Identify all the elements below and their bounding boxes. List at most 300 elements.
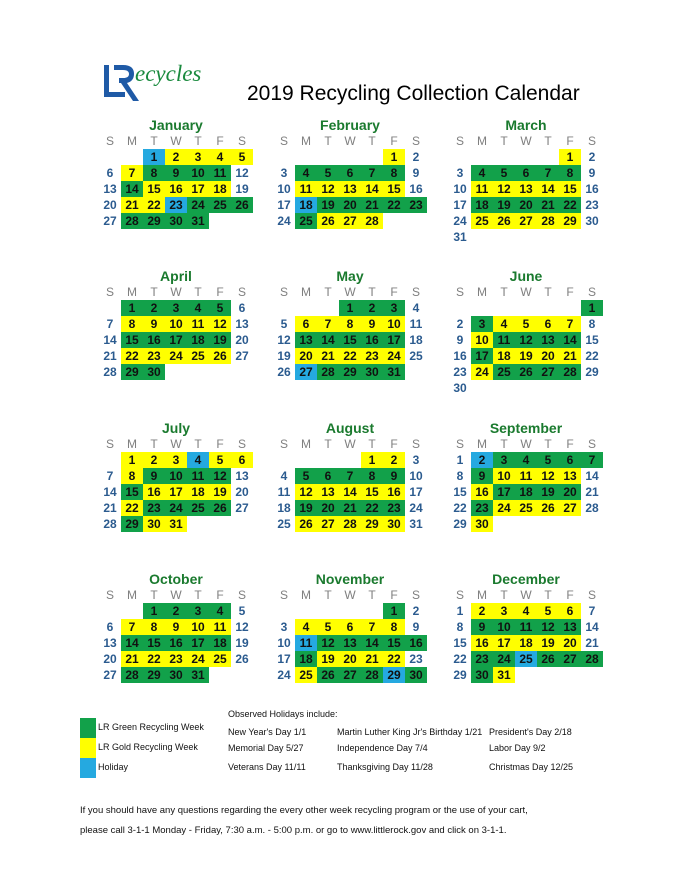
empty-day bbox=[559, 667, 581, 683]
day-23: 23 bbox=[471, 500, 493, 516]
day-20: 20 bbox=[295, 348, 317, 364]
lr-recycles-logo bbox=[101, 62, 229, 106]
day-6: 6 bbox=[238, 301, 246, 315]
day-9: 9 bbox=[412, 620, 420, 634]
day-28: 28 bbox=[581, 651, 603, 667]
weekday-label: M bbox=[301, 134, 311, 148]
month-december bbox=[449, 571, 603, 683]
day-28: 28 bbox=[585, 501, 599, 515]
day-3: 3 bbox=[493, 452, 515, 468]
weekday-label: F bbox=[566, 588, 574, 602]
day-29: 29 bbox=[585, 365, 599, 379]
day-3: 3 bbox=[456, 166, 464, 180]
week-row bbox=[449, 667, 603, 683]
day-1: 1 bbox=[143, 149, 165, 165]
legend-swatch-gold bbox=[80, 738, 96, 758]
day-7: 7 bbox=[317, 316, 339, 332]
weekday-label: W bbox=[520, 588, 532, 602]
weekday-header-row bbox=[449, 285, 603, 300]
day-7: 7 bbox=[106, 317, 114, 331]
empty-day bbox=[121, 149, 143, 165]
day-17: 17 bbox=[453, 198, 467, 212]
day-25: 25 bbox=[515, 500, 537, 516]
day-6: 6 bbox=[317, 468, 339, 484]
day-30: 30 bbox=[143, 364, 165, 380]
weekday-header-row bbox=[449, 588, 603, 603]
weekday-label: F bbox=[566, 437, 574, 451]
day-26: 26 bbox=[209, 348, 231, 364]
day-4: 4 bbox=[280, 469, 288, 483]
weekday-label: S bbox=[105, 588, 114, 602]
day-23: 23 bbox=[361, 348, 383, 364]
day-10: 10 bbox=[453, 182, 467, 196]
day-27: 27 bbox=[339, 667, 361, 683]
day-21: 21 bbox=[585, 636, 599, 650]
day-23: 23 bbox=[453, 365, 467, 379]
week-row bbox=[273, 667, 427, 683]
weekday-label: F bbox=[216, 285, 224, 299]
empty-day bbox=[537, 667, 559, 683]
weekday-label: T bbox=[150, 588, 158, 602]
day-15: 15 bbox=[453, 485, 467, 499]
day-20: 20 bbox=[559, 484, 581, 500]
day-29: 29 bbox=[383, 667, 405, 683]
day-11: 11 bbox=[409, 317, 423, 331]
empty-day bbox=[537, 380, 559, 396]
empty-day bbox=[471, 300, 493, 316]
weekday-label: S bbox=[279, 134, 288, 148]
day-25: 25 bbox=[209, 651, 231, 667]
day-12: 12 bbox=[277, 333, 291, 347]
day-10: 10 bbox=[187, 165, 209, 181]
weekday-label: F bbox=[390, 588, 398, 602]
day-30: 30 bbox=[165, 213, 187, 229]
day-6: 6 bbox=[106, 620, 114, 634]
weekday-label: M bbox=[477, 437, 487, 451]
day-11: 11 bbox=[187, 468, 209, 484]
day-19: 19 bbox=[493, 197, 515, 213]
day-2: 2 bbox=[165, 149, 187, 165]
month-grid bbox=[99, 134, 253, 229]
week-row bbox=[273, 149, 427, 165]
week-row bbox=[273, 165, 427, 181]
day-27: 27 bbox=[559, 500, 581, 516]
holiday-presidents: President's Day 2/18 bbox=[489, 727, 572, 737]
month-grid bbox=[273, 437, 427, 532]
day-16: 16 bbox=[409, 182, 423, 196]
week-row bbox=[99, 468, 253, 484]
weekday-header-row bbox=[99, 285, 253, 300]
day-11: 11 bbox=[295, 181, 317, 197]
day-21: 21 bbox=[339, 500, 361, 516]
day-5: 5 bbox=[493, 165, 515, 181]
day-29: 29 bbox=[143, 213, 165, 229]
day-7: 7 bbox=[559, 316, 581, 332]
day-29: 29 bbox=[453, 668, 467, 682]
day-28: 28 bbox=[103, 365, 117, 379]
empty-day bbox=[187, 516, 209, 532]
day-30: 30 bbox=[361, 364, 383, 380]
empty-day bbox=[537, 516, 559, 532]
day-14: 14 bbox=[585, 469, 599, 483]
empty-day bbox=[361, 149, 383, 165]
empty-day bbox=[537, 300, 559, 316]
day-24: 24 bbox=[383, 348, 405, 364]
day-14: 14 bbox=[121, 181, 143, 197]
day-15: 15 bbox=[339, 332, 361, 348]
day-19: 19 bbox=[209, 484, 231, 500]
day-12: 12 bbox=[209, 468, 231, 484]
day-21: 21 bbox=[537, 197, 559, 213]
day-16: 16 bbox=[143, 484, 165, 500]
day-16: 16 bbox=[405, 635, 427, 651]
weekday-header-row bbox=[273, 134, 427, 149]
legend-swatch-holiday bbox=[80, 758, 96, 778]
day-7: 7 bbox=[121, 165, 143, 181]
day-5: 5 bbox=[280, 317, 288, 331]
weekday-label: M bbox=[127, 134, 137, 148]
day-20: 20 bbox=[235, 485, 249, 499]
empty-day bbox=[339, 452, 361, 468]
weekday-label: M bbox=[127, 285, 137, 299]
day-26: 26 bbox=[235, 652, 249, 666]
day-26: 26 bbox=[537, 651, 559, 667]
day-3: 3 bbox=[165, 300, 187, 316]
day-22: 22 bbox=[585, 349, 599, 363]
empty-day bbox=[405, 364, 427, 380]
day-25: 25 bbox=[409, 349, 423, 363]
day-10: 10 bbox=[187, 619, 209, 635]
weekday-label: S bbox=[237, 437, 246, 451]
day-17: 17 bbox=[277, 198, 291, 212]
day-15: 15 bbox=[585, 333, 599, 347]
day-20: 20 bbox=[103, 652, 117, 666]
day-16: 16 bbox=[165, 635, 187, 651]
day-21: 21 bbox=[559, 348, 581, 364]
month-january bbox=[99, 117, 253, 229]
day-1: 1 bbox=[456, 604, 464, 618]
day-11: 11 bbox=[515, 468, 537, 484]
legend-label-green: LR Green Recycling Week bbox=[98, 722, 204, 732]
week-row bbox=[449, 149, 603, 165]
week-row bbox=[449, 332, 603, 348]
day-5: 5 bbox=[238, 604, 246, 618]
empty-day bbox=[383, 213, 405, 229]
day-11: 11 bbox=[277, 485, 291, 499]
empty-day bbox=[471, 229, 493, 245]
day-4: 4 bbox=[515, 452, 537, 468]
weekday-label: T bbox=[500, 437, 508, 451]
day-18: 18 bbox=[493, 348, 515, 364]
week-row bbox=[449, 380, 603, 396]
day-13: 13 bbox=[235, 469, 249, 483]
week-row bbox=[99, 651, 253, 667]
page-title: 2019 Recycling Collection Calendar bbox=[247, 82, 580, 105]
day-19: 19 bbox=[537, 484, 559, 500]
day-28: 28 bbox=[339, 516, 361, 532]
empty-day bbox=[515, 516, 537, 532]
weekday-label: W bbox=[520, 437, 532, 451]
day-3: 3 bbox=[280, 166, 288, 180]
day-15: 15 bbox=[383, 181, 405, 197]
day-30: 30 bbox=[165, 667, 187, 683]
day-22: 22 bbox=[383, 197, 405, 213]
day-24: 24 bbox=[165, 348, 187, 364]
weekday-label: S bbox=[587, 134, 596, 148]
week-row bbox=[449, 484, 603, 500]
day-20: 20 bbox=[317, 500, 339, 516]
week-row bbox=[99, 667, 253, 683]
day-30: 30 bbox=[383, 516, 405, 532]
day-16: 16 bbox=[361, 332, 383, 348]
day-17: 17 bbox=[277, 652, 291, 666]
day-1: 1 bbox=[456, 453, 464, 467]
weekday-label: S bbox=[587, 437, 596, 451]
week-row bbox=[273, 651, 427, 667]
day-2: 2 bbox=[471, 452, 493, 468]
day-14: 14 bbox=[361, 181, 383, 197]
month-grid bbox=[449, 588, 603, 683]
weekday-label: S bbox=[455, 134, 464, 148]
week-row bbox=[99, 348, 253, 364]
day-4: 4 bbox=[412, 301, 420, 315]
day-28: 28 bbox=[361, 213, 383, 229]
day-2: 2 bbox=[383, 452, 405, 468]
day-9: 9 bbox=[383, 468, 405, 484]
day-10: 10 bbox=[471, 332, 493, 348]
day-25: 25 bbox=[209, 197, 231, 213]
weekday-label: F bbox=[216, 134, 224, 148]
day-26: 26 bbox=[209, 500, 231, 516]
day-13: 13 bbox=[235, 317, 249, 331]
day-24: 24 bbox=[493, 500, 515, 516]
day-29: 29 bbox=[339, 364, 361, 380]
day-5: 5 bbox=[295, 468, 317, 484]
day-27: 27 bbox=[235, 501, 249, 515]
empty-day bbox=[493, 300, 515, 316]
empty-day bbox=[209, 516, 231, 532]
month-march bbox=[449, 117, 603, 245]
day-29: 29 bbox=[121, 516, 143, 532]
day-11: 11 bbox=[209, 619, 231, 635]
day-6: 6 bbox=[339, 165, 361, 181]
day-6: 6 bbox=[295, 316, 317, 332]
day-21: 21 bbox=[317, 348, 339, 364]
day-2: 2 bbox=[588, 150, 596, 164]
day-30: 30 bbox=[471, 516, 493, 532]
day-16: 16 bbox=[453, 349, 467, 363]
weekday-label: S bbox=[279, 285, 288, 299]
day-4: 4 bbox=[187, 300, 209, 316]
weekday-label: M bbox=[477, 134, 487, 148]
day-21: 21 bbox=[121, 197, 143, 213]
day-4: 4 bbox=[515, 603, 537, 619]
day-9: 9 bbox=[471, 619, 493, 635]
day-7: 7 bbox=[537, 165, 559, 181]
day-27: 27 bbox=[537, 364, 559, 380]
day-13: 13 bbox=[103, 182, 117, 196]
month-august bbox=[273, 420, 427, 532]
day-5: 5 bbox=[209, 300, 231, 316]
empty-day bbox=[493, 516, 515, 532]
week-row bbox=[449, 316, 603, 332]
day-13: 13 bbox=[515, 181, 537, 197]
day-17: 17 bbox=[165, 484, 187, 500]
day-21: 21 bbox=[103, 349, 117, 363]
week-row bbox=[449, 619, 603, 635]
weekday-label: W bbox=[344, 134, 356, 148]
weekday-label: T bbox=[150, 285, 158, 299]
month-june bbox=[449, 268, 603, 396]
day-6: 6 bbox=[559, 452, 581, 468]
day-14: 14 bbox=[585, 620, 599, 634]
day-2: 2 bbox=[456, 317, 464, 331]
day-5: 5 bbox=[537, 452, 559, 468]
week-row bbox=[273, 452, 427, 468]
day-30: 30 bbox=[585, 214, 599, 228]
week-row bbox=[273, 484, 427, 500]
week-row bbox=[273, 468, 427, 484]
empty-day bbox=[471, 149, 493, 165]
day-20: 20 bbox=[537, 348, 559, 364]
empty-day bbox=[99, 300, 121, 316]
day-26: 26 bbox=[317, 213, 339, 229]
week-row bbox=[273, 603, 427, 619]
day-14: 14 bbox=[317, 332, 339, 348]
day-13: 13 bbox=[295, 332, 317, 348]
day-30: 30 bbox=[453, 381, 467, 395]
day-21: 21 bbox=[361, 197, 383, 213]
day-25: 25 bbox=[493, 364, 515, 380]
day-17: 17 bbox=[471, 348, 493, 364]
empty-day bbox=[295, 300, 317, 316]
day-9: 9 bbox=[456, 333, 464, 347]
week-row bbox=[449, 468, 603, 484]
day-14: 14 bbox=[103, 485, 117, 499]
weekday-label: W bbox=[170, 285, 182, 299]
day-9: 9 bbox=[361, 316, 383, 332]
week-row bbox=[273, 300, 427, 316]
day-31: 31 bbox=[187, 667, 209, 683]
weekday-label: T bbox=[500, 285, 508, 299]
day-24: 24 bbox=[453, 214, 467, 228]
day-22: 22 bbox=[559, 197, 581, 213]
day-4: 4 bbox=[295, 165, 317, 181]
month-grid bbox=[449, 134, 603, 245]
day-26: 26 bbox=[295, 516, 317, 532]
day-2: 2 bbox=[361, 300, 383, 316]
day-4: 4 bbox=[493, 316, 515, 332]
day-14: 14 bbox=[559, 332, 581, 348]
month-grid bbox=[99, 437, 253, 532]
weekday-label: T bbox=[368, 437, 376, 451]
day-24: 24 bbox=[277, 668, 291, 682]
weekday-label: S bbox=[237, 588, 246, 602]
month-july bbox=[99, 420, 253, 532]
day-23: 23 bbox=[405, 197, 427, 213]
day-2: 2 bbox=[143, 452, 165, 468]
empty-day bbox=[209, 667, 231, 683]
week-row bbox=[449, 635, 603, 651]
day-23: 23 bbox=[471, 651, 493, 667]
day-13: 13 bbox=[103, 636, 117, 650]
day-7: 7 bbox=[339, 468, 361, 484]
empty-day bbox=[209, 213, 231, 229]
holiday-labor: Labor Day 9/2 bbox=[489, 743, 546, 753]
empty-day bbox=[405, 213, 427, 229]
day-9: 9 bbox=[471, 468, 493, 484]
day-15: 15 bbox=[559, 181, 581, 197]
day-24: 24 bbox=[277, 214, 291, 228]
weekday-label: M bbox=[477, 588, 487, 602]
day-12: 12 bbox=[537, 468, 559, 484]
week-row bbox=[99, 619, 253, 635]
day-13: 13 bbox=[537, 332, 559, 348]
month-grid bbox=[449, 285, 603, 396]
day-21: 21 bbox=[103, 501, 117, 515]
week-row bbox=[99, 452, 253, 468]
day-16: 16 bbox=[471, 484, 493, 500]
day-2: 2 bbox=[412, 604, 420, 618]
day-21: 21 bbox=[121, 651, 143, 667]
week-row bbox=[273, 181, 427, 197]
day-7: 7 bbox=[361, 619, 383, 635]
day-1: 1 bbox=[559, 149, 581, 165]
weekday-label: S bbox=[237, 285, 246, 299]
day-5: 5 bbox=[231, 149, 253, 165]
day-18: 18 bbox=[515, 635, 537, 651]
day-26: 26 bbox=[493, 213, 515, 229]
week-row bbox=[99, 364, 253, 380]
day-1: 1 bbox=[383, 149, 405, 165]
week-row bbox=[99, 165, 253, 181]
day-24: 24 bbox=[471, 364, 493, 380]
empty-day bbox=[99, 452, 121, 468]
empty-day bbox=[121, 603, 143, 619]
week-row bbox=[273, 619, 427, 635]
month-title: December bbox=[492, 571, 560, 587]
day-28: 28 bbox=[121, 667, 143, 683]
weekday-label: S bbox=[279, 437, 288, 451]
empty-day bbox=[231, 364, 253, 380]
day-24: 24 bbox=[165, 500, 187, 516]
day-13: 13 bbox=[317, 484, 339, 500]
day-27: 27 bbox=[235, 349, 249, 363]
day-5: 5 bbox=[537, 603, 559, 619]
day-10: 10 bbox=[277, 636, 291, 650]
day-25: 25 bbox=[277, 517, 291, 531]
holiday-thanksgiving: Thanksgiving Day 11/28 bbox=[337, 762, 433, 772]
day-7: 7 bbox=[581, 452, 603, 468]
week-row bbox=[449, 213, 603, 229]
day-4: 4 bbox=[471, 165, 493, 181]
weekday-label: S bbox=[411, 285, 420, 299]
empty-day bbox=[317, 149, 339, 165]
empty-day bbox=[581, 380, 603, 396]
weekday-label: S bbox=[105, 134, 114, 148]
weekday-label: T bbox=[500, 134, 508, 148]
day-6: 6 bbox=[559, 603, 581, 619]
day-8: 8 bbox=[339, 316, 361, 332]
day-8: 8 bbox=[456, 469, 464, 483]
day-20: 20 bbox=[339, 651, 361, 667]
day-10: 10 bbox=[165, 468, 187, 484]
day-22: 22 bbox=[143, 197, 165, 213]
day-3: 3 bbox=[187, 603, 209, 619]
day-31: 31 bbox=[453, 230, 467, 244]
week-row bbox=[99, 484, 253, 500]
day-1: 1 bbox=[143, 603, 165, 619]
